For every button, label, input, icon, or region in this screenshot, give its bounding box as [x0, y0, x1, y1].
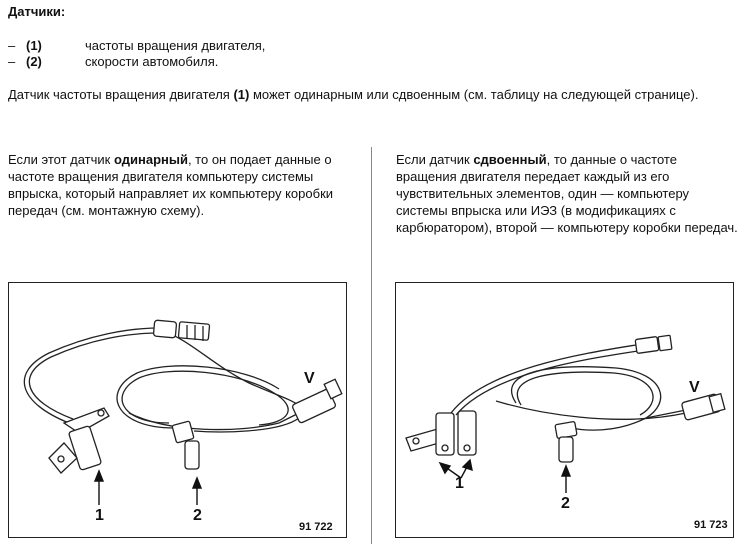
- list-number: (1): [26, 38, 42, 53]
- label-v: V: [304, 370, 315, 387]
- section-heading: Датчики:: [8, 4, 66, 19]
- label-v: V: [689, 379, 700, 396]
- label-1: 1: [455, 475, 464, 492]
- label-1: 1: [95, 507, 104, 524]
- column-divider: [371, 147, 372, 544]
- list-item-text: скорости автомобиля.: [85, 54, 219, 69]
- list-item-text: частоты вращения двигателя,: [85, 38, 266, 53]
- list-dash: –: [8, 54, 16, 69]
- label-2: 2: [561, 495, 570, 512]
- list-dash: –: [8, 38, 16, 53]
- figure-double-sensor: [395, 282, 734, 538]
- intro-paragraph: Датчик частоты вращения двигателя (1) может одинарным или сдвоенным (см. таблицу на следующей странице).: [8, 87, 699, 102]
- double-sensor-paragraph: Если датчик сдвоенный, то данные о частоте вращения двигателя передает каждый из его чувствительных элементов, один — компьютеру системы впрыска или ИЭЗ (в модификациях с карбюратором), второй — компьютеру коробки передач.: [396, 152, 738, 235]
- label-2: 2: [193, 507, 202, 524]
- list-number: (2): [26, 54, 42, 69]
- single-sensor-paragraph: Если этот датчик одинарный, то он подает данные о частоте вращения двигателя компьютеру системы впрыска, который направляет их компьютеру коробки передач (см. монтажную схему).: [8, 152, 334, 218]
- single-sensor-drawing: [9, 283, 346, 537]
- figure-number: 91 723: [694, 519, 728, 531]
- figure-number: 91 722: [299, 521, 333, 533]
- figure-single-sensor: [8, 282, 347, 538]
